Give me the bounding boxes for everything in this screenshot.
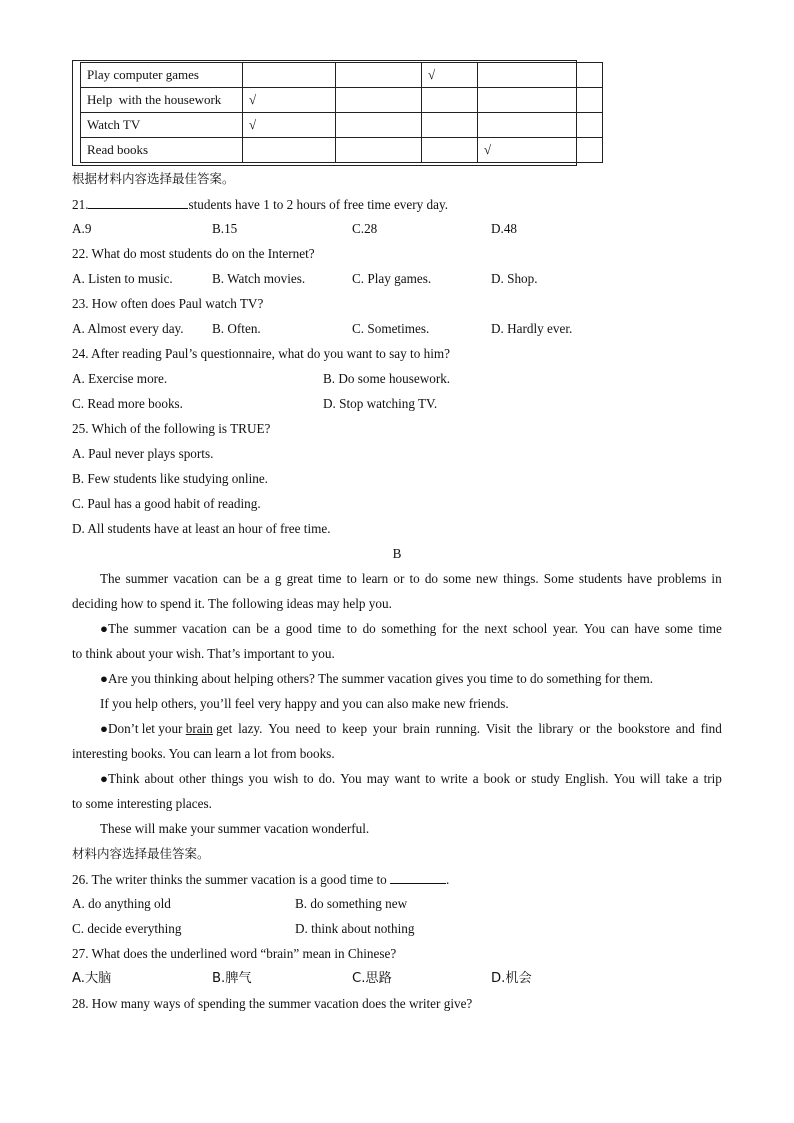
word: your [372, 721, 398, 736]
word: to [346, 571, 357, 586]
word: can [610, 621, 629, 636]
word: summer [134, 621, 177, 636]
question-24-option-c: C. Read more books. [72, 396, 183, 411]
survey-frequency-cell [243, 138, 336, 163]
survey-frequency-cell [243, 63, 336, 88]
survey-row [81, 113, 603, 138]
underlined-word-brain: brain [185, 721, 213, 736]
word: can [232, 621, 251, 636]
word: do [424, 571, 439, 586]
word: running. [435, 721, 481, 736]
survey-frequency-cell [336, 138, 422, 163]
question-21-option-d: D.48 [491, 221, 518, 236]
word: The [100, 571, 121, 586]
question-23-stem: 23. How often does Paul watch TV? [72, 296, 264, 311]
passage-paragraph-5-line-2: to some interesting places. [72, 796, 212, 811]
word: need [295, 721, 321, 736]
section-a-instruction: 根据材料内容选择最佳答案。 [72, 171, 235, 186]
word: vacation [173, 571, 218, 586]
survey-row [81, 138, 603, 163]
survey-frequency-cell: √ [478, 138, 603, 163]
survey-row [81, 63, 603, 88]
passage-paragraph-1-line-1 [100, 571, 722, 587]
word: take [665, 771, 688, 786]
word: a [263, 571, 270, 586]
survey-frequency-cell: √ [243, 88, 336, 113]
survey-activity-cell: Play computer games [81, 63, 243, 88]
answer-blank [88, 196, 188, 209]
survey-frequency-cell [478, 88, 603, 113]
question-22-option-b: B. Watch movies. [212, 271, 306, 286]
passage-paragraph-3-line-2: If you help others, you’ll feel very happy and you can also make new friends. [100, 696, 509, 711]
word: new [476, 571, 499, 586]
survey-frequency-cell [422, 113, 478, 138]
question-24-option-d: D. Stop watching TV. [323, 396, 438, 411]
question-24-option-a: A. Exercise more. [72, 371, 168, 386]
question-25-option-b: B. Few students like studying online. [72, 471, 268, 486]
word: problems [657, 571, 707, 586]
survey-activity-cell: Help with the housework [81, 88, 243, 113]
word: time [317, 621, 342, 636]
question-27-option-d: D.机会 [491, 971, 532, 986]
question-23-option-d: D. Hardly ever. [491, 321, 573, 336]
answer-blank [390, 871, 446, 884]
word: things. [503, 571, 539, 586]
survey-row [81, 88, 603, 113]
survey-frequency-cell [422, 138, 478, 163]
word: English. [564, 771, 609, 786]
word: You [613, 771, 635, 786]
question-28-stem: 28. How many ways of spending the summer vacation does the writer give? [72, 996, 473, 1011]
passage-paragraph-3-line-1: ●Are you thinking about helping others? The summer vacation gives you time to do something for them. [100, 671, 654, 686]
word: be [256, 621, 269, 636]
word: in [711, 571, 722, 586]
word: Visit [485, 721, 511, 736]
question-26-option-d: D. think about nothing [295, 921, 415, 936]
question-26-option-c: C. decide everything [72, 921, 182, 936]
word: next [484, 621, 508, 636]
word: students [578, 571, 623, 586]
question-22-option-a: A. Listen to music. [72, 271, 173, 286]
word: You [340, 771, 362, 786]
question-25-option-a: A. Paul never plays sports. [72, 446, 214, 461]
word: learn [361, 571, 389, 586]
word: write [440, 771, 468, 786]
survey-table [80, 62, 603, 163]
passage-paragraph-1-line-2: deciding how to spend it. The following ideas may help you. [72, 596, 392, 611]
word: trip [703, 771, 722, 786]
word: ●The [100, 621, 129, 636]
passage-paragraph-2-line-2: to think about your wish. That’s important to you. [72, 646, 335, 661]
word: great [286, 571, 313, 586]
passage-paragraph-2-line-1 [100, 621, 722, 637]
survey-activity-cell: Watch TV [81, 113, 243, 138]
word: some [443, 571, 471, 586]
word: find [700, 721, 722, 736]
survey-frequency-cell [336, 63, 422, 88]
word: time [318, 571, 342, 586]
word: bookstore [617, 721, 670, 736]
question-23-option-b: B. Often. [212, 321, 261, 336]
survey-frequency-cell [336, 113, 422, 138]
survey-activity-cell: Read books [81, 138, 243, 163]
question-22-stem: 22. What do most students do on the Internet? [72, 246, 315, 261]
word: Some [543, 571, 574, 586]
word: or [579, 721, 591, 736]
word: the [462, 621, 479, 636]
word: year. [552, 621, 579, 636]
question-22-option-d: D. Shop. [491, 271, 538, 286]
word: You [268, 721, 290, 736]
word: and [675, 721, 695, 736]
question-27-option-a: A.大脑 [72, 971, 112, 986]
word: may [366, 771, 390, 786]
word: have [627, 571, 653, 586]
question-21-option-c: C.28 [352, 221, 378, 236]
word: library [538, 721, 574, 736]
word: for [441, 621, 458, 636]
word: you [248, 771, 269, 786]
survey-frequency-cell [478, 63, 603, 88]
question-25-option-d: D. All students have at least an hour of free time. [72, 521, 331, 536]
word: something [381, 621, 437, 636]
word: or [393, 571, 405, 586]
question-24-option-b: B. Do some housework. [323, 371, 451, 386]
passage-paragraph-4-line-2: interesting books. You can learn a lot from books. [72, 746, 335, 761]
word: to [303, 771, 314, 786]
question-27-stem: 27. What does the underlined word “brain” mean in Chinese? [72, 946, 397, 961]
passage-paragraph-6: These will make your summer vacation wonderful. [100, 821, 370, 836]
word: wish [273, 771, 299, 786]
word: keep [342, 721, 368, 736]
word: You [583, 621, 606, 636]
word: want [394, 771, 421, 786]
question-23-option-c: C. Sometimes. [352, 321, 430, 336]
word: do [362, 621, 376, 636]
section-b-heading: B [392, 546, 402, 561]
word: a [274, 621, 281, 636]
question-22-option-c: C. Play games. [352, 271, 432, 286]
question-25-option-c: C. Paul has a good habit of reading. [72, 496, 261, 511]
question-27-option-b: B.脾气 [212, 971, 252, 986]
word: other [178, 771, 207, 786]
question-27-option-c: C.思路 [352, 971, 392, 986]
word: have [634, 621, 660, 636]
word: a [472, 771, 479, 786]
question-21-option-b: B.15 [212, 221, 238, 236]
word: time [698, 621, 722, 636]
question-25-stem: 25. Which of the following is TRUE? [72, 421, 271, 436]
passage-paragraph-5-line-1 [100, 771, 722, 787]
word: book [483, 771, 511, 786]
question-21-stem: 21. students have 1 to 2 hours of free time every day. [72, 197, 449, 212]
survey-frequency-cell: √ [422, 63, 478, 88]
word: to [425, 771, 436, 786]
survey-frequency-cell: √ [243, 113, 336, 138]
word: g [274, 571, 282, 586]
word: get [216, 721, 233, 736]
section-b-instruction: 材料内容选择最佳答案。 [72, 846, 210, 861]
word: vacation [182, 621, 227, 636]
word: to [326, 721, 337, 736]
survey-frequency-cell [422, 88, 478, 113]
word: some [665, 621, 693, 636]
word: will [640, 771, 661, 786]
question-23-option-a: A. Almost every day. [72, 321, 184, 336]
word: ●Think [100, 771, 140, 786]
word: a [692, 771, 699, 786]
word: the [516, 721, 533, 736]
survey-frequency-cell [336, 88, 422, 113]
word: school [512, 621, 548, 636]
question-26-option-a: A. do anything old [72, 896, 171, 911]
word: to [409, 571, 420, 586]
question-21-option-a: A.9 [72, 221, 92, 236]
question-24-stem: 24. After reading Paul’s questionnaire, what do you want to say to him? [72, 346, 450, 361]
word: good [285, 621, 313, 636]
word: do. [318, 771, 336, 786]
word: things [211, 771, 244, 786]
word: or [515, 771, 527, 786]
word: summer [125, 571, 169, 586]
word: to [346, 621, 357, 636]
question-26-option-b: B. do something new [295, 896, 408, 911]
word: study [531, 771, 560, 786]
word: lazy. [238, 721, 263, 736]
passage-paragraph-4-line-1: ●Don’t let your brain get lazy. You need to keep your brain running. Visit the library or the bookstore and find [100, 721, 722, 736]
word: the [596, 721, 613, 736]
word: can [222, 571, 242, 586]
word: about [144, 771, 174, 786]
word: be [246, 571, 259, 586]
question-26-stem: 26. The writer thinks the summer vacation is a good time to . [72, 872, 450, 887]
survey-frequency-cell [478, 113, 603, 138]
word: brain [402, 721, 430, 736]
